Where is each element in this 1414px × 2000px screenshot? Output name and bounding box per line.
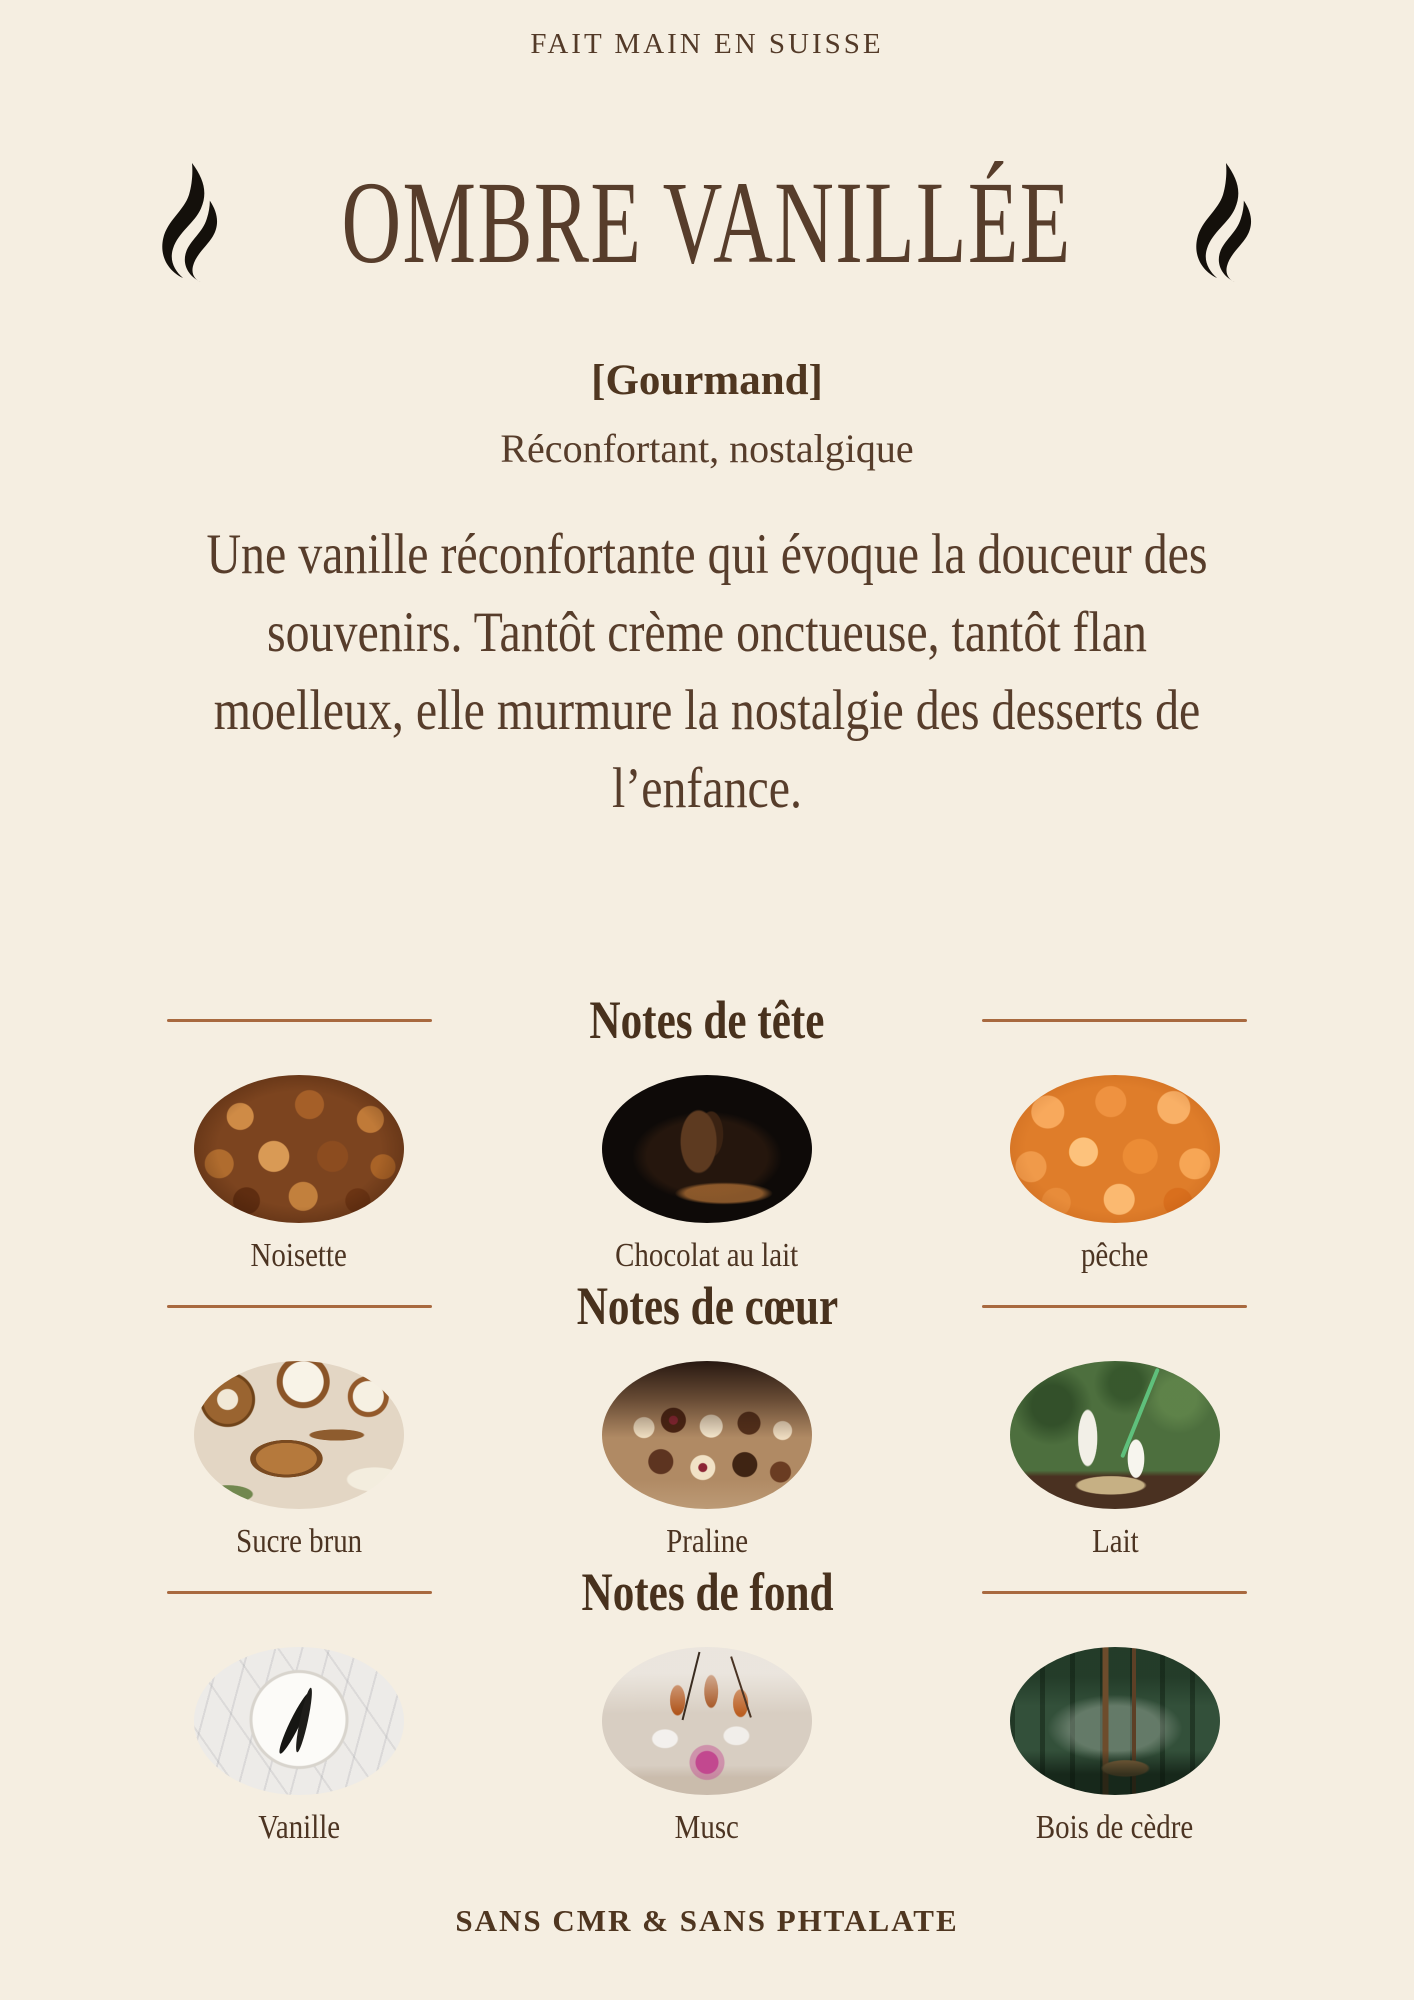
section-heading-row (0, 988, 1414, 1053)
fragrance-family: [Gourmand] (591, 357, 823, 404)
note-item (194, 1361, 404, 1560)
note-label: Noisette (250, 1236, 348, 1274)
note-item (1010, 1647, 1220, 1846)
note-item (602, 1647, 812, 1846)
note-item (1010, 1075, 1220, 1274)
note-label: Lait (1091, 1522, 1139, 1560)
heading-rule-left (167, 1019, 432, 1022)
smoke-flame-icon (158, 163, 222, 282)
page-title: OMBRE VANILLÉE (341, 156, 1073, 288)
section-heading-row (0, 1274, 1414, 1339)
section-title: Notes de tête (589, 990, 825, 1050)
note-image-musc (602, 1647, 812, 1795)
note-item (1010, 1361, 1220, 1560)
note-item (602, 1361, 812, 1560)
notes-row (0, 1361, 1414, 1560)
description-line: moelleux, elle murmure la nostalgie des desserts de (213, 679, 1201, 742)
heading-rule-right (982, 1019, 1247, 1022)
heading-rule-right (982, 1591, 1247, 1594)
section-base-notes (0, 1560, 1414, 1846)
note-image-praline (602, 1361, 812, 1509)
note-image-peche (1010, 1075, 1220, 1223)
section-top-notes (0, 988, 1414, 1274)
note-label: Musc (674, 1809, 740, 1847)
section-heart-notes (0, 1274, 1414, 1560)
description-line: Une vanille réconfortante qui évoque la douceur des (206, 523, 1208, 586)
note-item (194, 1075, 404, 1274)
description (57, 516, 1357, 828)
section-heading-row (0, 1560, 1414, 1625)
note-label: Bois de cèdre (1036, 1809, 1194, 1847)
description-line: l’enfance. (611, 757, 803, 820)
title-box (337, 156, 1077, 288)
section-title: Notes de fond (581, 1562, 834, 1623)
heading-rule-left (167, 1305, 432, 1308)
mood-subtitle: Réconfortant, nostalgique (500, 426, 914, 471)
note-label: pêche (1081, 1236, 1149, 1274)
heading-rule-left (167, 1591, 432, 1594)
made-in-label: FAIT MAIN EN SUISSE (530, 28, 884, 60)
smoke-flame-icon (1192, 163, 1256, 282)
note-label: Vanille (258, 1809, 340, 1847)
note-image-bois-de-cedre (1010, 1647, 1220, 1795)
heading-rule-right (982, 1305, 1247, 1308)
notes-row (0, 1647, 1414, 1846)
note-image-sucre-brun (194, 1361, 404, 1509)
section-title: Notes de cœur (576, 1276, 838, 1337)
note-image-chocolat-au-lait (602, 1075, 812, 1223)
safety-label: SANS CMR & SANS PHTALATE (455, 1902, 959, 1938)
title-row (0, 156, 1414, 288)
description-line: souvenirs. Tantôt crème onctueuse, tantôt flan (267, 601, 1147, 664)
note-label: Sucre brun (235, 1522, 363, 1560)
note-label: Praline (666, 1522, 748, 1560)
note-image-vanille (194, 1647, 404, 1795)
note-item (602, 1075, 812, 1274)
note-label: Chocolat au lait (615, 1236, 799, 1274)
note-item (194, 1647, 404, 1846)
note-image-lait (1010, 1361, 1220, 1509)
notes-row (0, 1075, 1414, 1274)
note-image-noisette (194, 1075, 404, 1223)
